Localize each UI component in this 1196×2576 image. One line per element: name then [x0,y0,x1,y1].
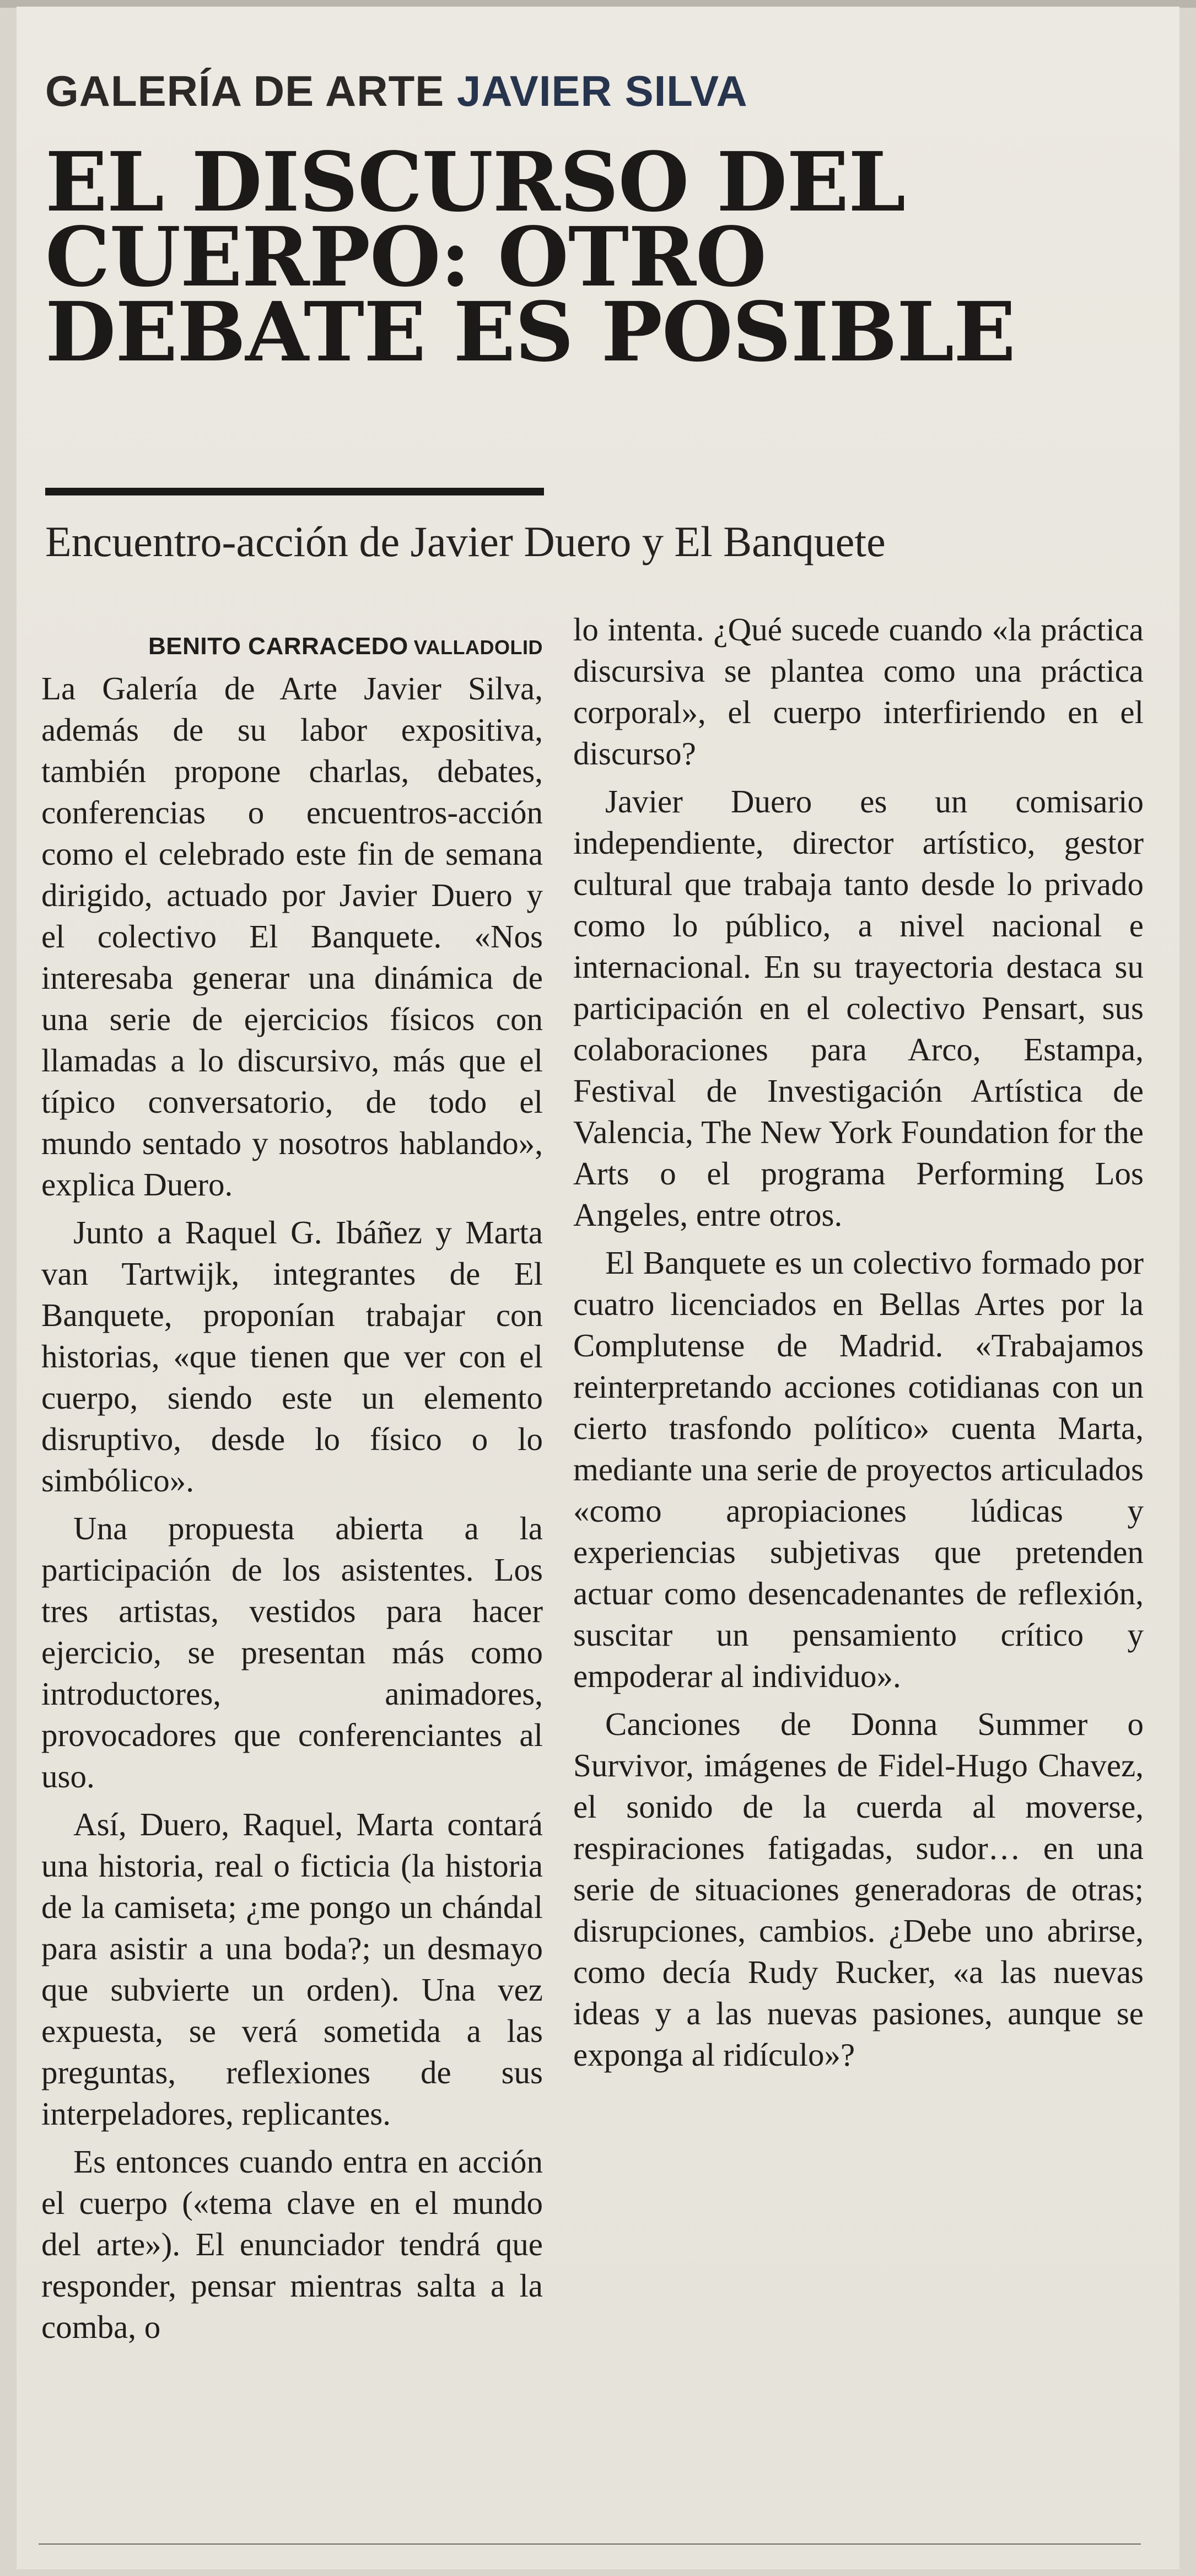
paragraph: Javier Duero es un comisario independiente, director artístico, gestor cultural que trabaja tanto desde lo privado como lo público, a nivel nacional e internacional. En su trayectoria destaca su participación en el colectivo Pensart, sus colaboraciones para Arco, Estampa, Festival de Investigación Artística de Valencia, The New York Foundation for the Arts o el programa Performing Los Angeles, entre otros. [573,783,1144,1233]
paragraph: Así, Duero, Raquel, Marta contará una historia, real o ficticia (la historia de la camiseta; ¿me pongo un chándal para asistir a una boda?; un desmayo que subvierte un orden). Una vez expuesta, se verá sometida a las preguntas, reflexiones de sus interpeladores, replicantes. [41,1806,543,2132]
kicker-gallery-name: JAVIER SILVA [456,67,748,115]
headline-line-3: DEBATE ES POSIBLE [45,284,1015,380]
headline-line-1: EL DISCURSO DEL [45,134,906,230]
kicker-section: GALERÍA DE ARTE [45,67,445,115]
paragraph-continued: lo intenta. ¿Qué sucede cuando «la práctica discursiva se plantea como una práctica corporal», el cuerpo interfiriendo en el discurso? [573,611,1144,772]
byline-author: BENITO CARRACEDO [148,633,408,660]
headline-line-2: CUERPO: OTRO [45,209,767,305]
paragraph: Una propuesta abierta a la participación de los asistentes. Los tres artistas, vestidos para hacer ejercicio, se presentan más como introductores, animadores, provocadores que conferenciantes al uso. [41,1510,543,1794]
paragraph: La Galería de Arte Javier Silva, además de su labor expositiva, también propone charlas, debates, conferencias o encuentros-acción como el celebrado este fin de semana dirigido, actuado por Javier Duero y el colectivo El Banquete. «Nos interesaba generar una dinámica de una serie de ejercicios físicos con llamadas a lo discursivo, más que el típico conversatorio, de todo el mundo sentado y nosotros hablando», explica Duero. [41,670,543,1203]
paragraph: El Banquete es un colectivo formado por cuatro licenciados en Bellas Artes por la Complutense de Madrid. «Trabajamos reinterpretando acciones cotidianas con un cierto trasfondo político» cuenta Marta, mediante una serie de proyectos articulados «como apropiaciones lúdicas y experiencias subjetivas que pretenden actuar como desencadenantes de reflexión, suscitar un pensamiento crítico y empoderar al individuo». [573,1244,1144,1694]
subheadline: Encuentro-acción de Javier Duero y El Banquete [45,518,886,565]
headline-rule [45,488,544,495]
article-column-left [41,626,543,2354]
paragraph: Junto a Raquel G. Ibáñez y Marta van Tartwijk, integrantes de El Banquete, proponían trabajar con historias, «que tienen que ver con el cuerpo, siendo este un elemento disruptivo, desde lo físico o lo simbólico». [41,1214,543,1499]
bottom-rule [39,2543,1141,2545]
section-kicker [45,66,748,116]
byline [41,626,543,668]
byline-place: VALLADOLID [413,636,543,659]
paragraph: Es entonces cuando entra en acción el cuerpo («tema clave en el mundo del arte»). El enunciador tendrá que responder, pensar mientras salta a la comba, o [41,2143,543,2345]
headline [45,134,1125,380]
paragraph: Canciones de Donna Summer o Survivor, imágenes de Fidel-Hugo Chavez, el sonido de la cuerda al moverse, respiraciones fatigadas, sudor… en una serie de situaciones generadoras de otras; disrupciones, cambios. ¿Debe uno abrirse, como decía Rudy Rucker, «a las nuevas ideas y a las nuevas pasiones, aunque se exponga al ridículo»? [573,1706,1144,2073]
article-column-right [573,609,1144,2082]
